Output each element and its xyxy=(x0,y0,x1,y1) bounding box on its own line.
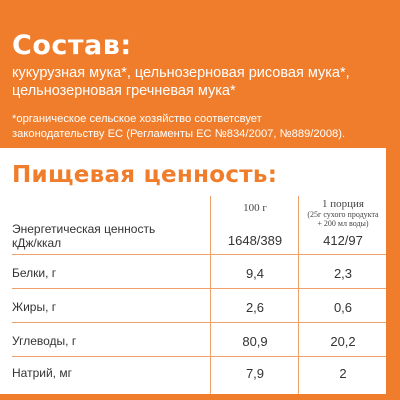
row-label-fat: Жиры, г xyxy=(12,300,57,314)
carbs-100g: 80,9 xyxy=(242,334,268,349)
energy-100g: 1648/389 xyxy=(227,233,283,248)
ingredients-line-1: кукурузная мука*, цельнозерновая рисовая мука*, xyxy=(12,65,350,81)
column-divider xyxy=(298,196,299,394)
organic-note-line-2: законодательству ЕС (Регламенты ЕС №834/2007, №889/2008). xyxy=(12,128,346,140)
carbs-portion: 20,2 xyxy=(330,334,356,349)
row-divider xyxy=(12,288,386,289)
column-header-100g: 100 г xyxy=(243,202,267,214)
fat-portion: 0,6 xyxy=(333,300,353,315)
row-label-protein: Белки, г xyxy=(12,266,57,280)
column-header-portion xyxy=(300,198,386,228)
protein-100g: 9,4 xyxy=(245,266,265,281)
organic-note-line-1: *органическое сельское хозяйство соответсвует xyxy=(12,113,262,125)
protein-portion: 2,3 xyxy=(333,266,353,281)
nutrition-title: Пищевая ценность: xyxy=(12,162,278,188)
portion-label: 1 порция xyxy=(322,198,364,210)
row-divider xyxy=(12,254,386,255)
organic-note xyxy=(12,112,392,142)
sodium-100g: 7,9 xyxy=(245,366,265,381)
sodium-portion: 2 xyxy=(339,366,347,381)
row-label-sodium: Натрий, мг xyxy=(12,366,72,380)
row-divider xyxy=(12,322,386,323)
energy-label-line-2: кДж/ккал xyxy=(12,236,62,250)
energy-portion: 412/97 xyxy=(323,233,363,248)
row-divider xyxy=(12,356,386,357)
column-divider xyxy=(210,196,211,394)
row-label-energy xyxy=(12,222,155,250)
nutrition-panel xyxy=(0,148,386,394)
ingredients-line-2: цельнозерновая гречневая мука* xyxy=(12,83,236,99)
composition-title: Состав: xyxy=(12,30,132,61)
composition-section xyxy=(0,0,400,148)
portion-sub-2: + 200 мл воды) xyxy=(317,219,369,228)
ingredients-text xyxy=(12,64,392,100)
energy-label-line-1: Энергетическая ценность xyxy=(12,222,156,236)
portion-sub-1: (25г сухого продукта xyxy=(307,210,379,219)
row-label-carbs: Углеводы, г xyxy=(12,334,77,348)
fat-100g: 2,6 xyxy=(245,300,265,315)
